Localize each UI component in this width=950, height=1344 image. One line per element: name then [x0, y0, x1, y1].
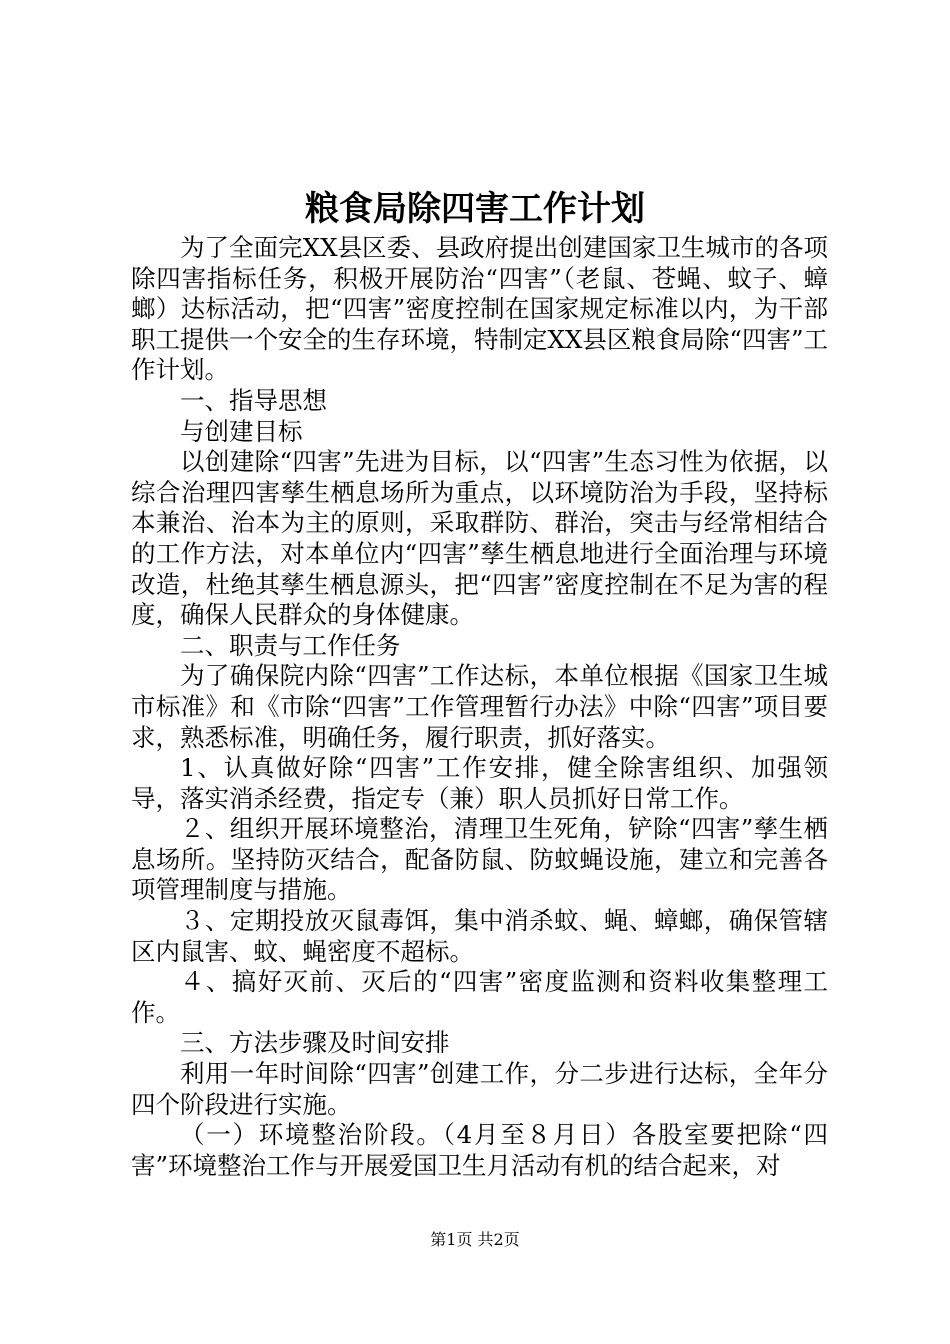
list-item: ３、定期投放灭鼠毒饵，集中消杀蚊、蝇、蟑螂，确保管辖区内鼠害、蚊、蝇密度不超标。 [131, 906, 828, 966]
document-body [131, 233, 828, 1181]
paragraph: 为了确保院内除“四害”工作达标，本单位根据《国家卫生城市标准》和《市除“四害”工作管理暂行办法》中除“四害”项目要求，熟悉标准，明确任务，履行职责，抓好落实。 [131, 661, 828, 752]
document-title: 粮食局除四害工作计划 [305, 189, 645, 229]
paragraph: （一）环境整治阶段。（4月至８月日）各股室要把除“四害”环境整治工作与开展爱国卫生月活动有机的结合起来，对 [131, 1120, 828, 1180]
page-footer: 第1页 共2页 [430, 1230, 520, 1249]
section-heading: 二、职责与工作任务 [180, 630, 401, 660]
list-item: 1、认真做好除“四害”工作安排，健全除害组织、加强领导，落实消杀经费，指定专（兼）职人员抓好日常工作。 [131, 753, 828, 813]
paragraph: 利用一年时间除“四害”创建工作，分二步进行达标，全年分四个阶段进行实施。 [131, 1059, 828, 1119]
section-heading: 三、方法步骤及时间安排 [180, 1028, 450, 1058]
paragraph: 以创建除“四害”先进为目标，以“四害”生态习性为依据，以综合治理四害孳生栖息场所为重点，以环境防治为手段，坚持标本兼治、治本为主的原则，采取群防、群治，突击与经常相结合的工作方法，对本单位内“四害”孳生栖息地进行全面治理与环境改造，杜绝其孳生栖息源头，把“四害”密度控制在不足为害的程度，确保人民群众的身体健康。 [131, 447, 828, 630]
section-heading: 一、指导思想 [180, 385, 327, 415]
section-heading: 与创建目标 [180, 416, 303, 446]
list-item: ４、搞好灭前、灭后的“四害”密度监测和资料收集整理工作。 [131, 967, 828, 1027]
list-item: ２、组织开展环境整治，清理卫生死角，铲除“四害”孳生栖息场所。坚持防灭结合，配备防鼠、防蚊蝇设施，建立和完善各项管理制度与措施。 [131, 814, 828, 905]
paragraph: 为了全面完XX县区委、县政府提出创建国家卫生城市的各项除四害指标任务，积极开展防治“四害”（老鼠、苍蝇、蚊子、蟑螂）达标活动，把“四害”密度控制在国家规定标准以内，为干部职工提供一个安全的生存环境，特制定XX县区粮食局除“四害”工作计划。 [131, 233, 828, 385]
